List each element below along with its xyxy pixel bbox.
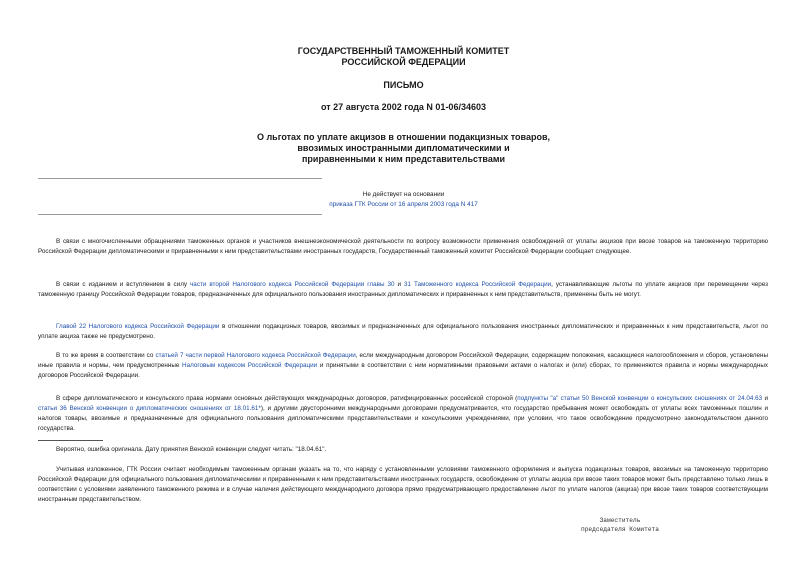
link-chapter-30[interactable]: главы 30 <box>367 281 395 288</box>
org-name-line1: ГОСУДАРСТВЕННЫЙ ТАМОЖЕННЫЙ КОМИТЕТ <box>297 46 510 56</box>
doc-date: от 27 августа 2002 года N 01-06/34603 <box>321 102 486 112</box>
doc-title-line2: ввозимых иностранными дипломатическими и <box>297 143 510 153</box>
link-article-7[interactable]: статьей 7 части первой Налогового кодекса Российской Федерации <box>155 352 356 359</box>
link-tax-code-part2[interactable]: части второй Налогового кодекса Российской Федерации <box>190 281 365 288</box>
signature-title-line1: Заместитель <box>599 517 641 524</box>
signature-title-line2: председателя Комитета <box>581 526 659 533</box>
footnote-divider <box>38 440 103 441</box>
divider-top <box>38 178 322 179</box>
link-customs-code[interactable]: 31 Таможенного кодекса Российской Федерации <box>404 281 552 288</box>
paragraph-1: В связи с многочисленными обращениями таможенных органов и участников внешнеэкономической деятельности по вопросу возможности применения освобождений от уплаты акцизов при ввозе товаров на таможенную территорию Российской Федерации дипломатическими и приравненными к ним представительствами иностранных государств, Государственный таможенный комитет Российской Федерации сообщает следующее. <box>38 238 768 255</box>
link-chapter-22[interactable]: Главой 22 Налогового кодекса Российской Федерации <box>56 323 220 330</box>
doc-type: ПИСЬМО <box>383 80 424 90</box>
link-tax-code[interactable]: Налоговым кодексом Российской Федерации <box>182 361 318 369</box>
doc-title-line1: О льготах по уплате акцизов в отношении подакцизных товаров, <box>256 132 551 142</box>
paragraph-5: В сфере дипломатического и консульского права нормами основных действующих международных договоров, ратифицированных российской стороной (подпункты "а" статьи 50 Венской конвенции о консульских сношениях от 24.04.63 и статьи 36 Венской конвенции о дипломатических сношениях от 18.01.61*), и другими двусторонними международными договорами предусматривается, что государство пребывания может освобождать от уплаты всех таможенных пошлин и налогов товары, ввозимые и предназначенные для официального пользования дипломатическими представительствами и консульскими учреждениями, при условии, что такое освобождение предусмотрено законодательством данного государства. <box>38 395 768 432</box>
footnote: Вероятно, ошибка оригинала. Дату принятия Венской конвенции следует читать: "18.04.61". <box>56 446 327 453</box>
link-vienna-diplomatic[interactable]: статьи 36 Венской конвенции о дипломатических сношениях от 18.01.61* <box>38 404 261 412</box>
paragraph-2: В связи с изданием и вступлением в силу части второй Налогового кодекса Российской Федерации главы 30 и 31 Таможенного кодекса Российской Федерации, устанавливающие льготы по уплате акцизов при перемещении через таможенную границу Российской Федерации товаров, предназначенных для официального пользования иностранных дипломатических и приравненных к ним представительств, применены быть не могут. <box>38 281 769 298</box>
status-note-link[interactable]: приказа ГТК России от 16 апреля 2003 года N 417 <box>329 201 478 208</box>
org-name-line2: РОССИЙСКОЙ ФЕДЕРАЦИИ <box>341 57 466 67</box>
status-note: Не действует на основании <box>362 191 445 198</box>
paragraph-6: Учитывая изложенное, ГТК России считает необходимым таможенным органам указать на то, что наряду с установленными условиями таможенного оформления и выпуска подакцизных товаров, ввозимых на таможенную территорию Российской Федерации для официального пользования дипломатическими и приравненными к ним представительствами иностранных государств, освобождение от уплаты акциза при ввозе таких товаров может быть представлено только лишь в соответствии с условиями заявленного таможенного режима и в случае наличия действующего международного договора прямо предусматривающего предоставление льгот по уплате налогов (акциза) при ввозе таких товаров соответствующим иностранным представительством. <box>38 466 768 503</box>
paragraph-4: В то же время в соответствии со статьей 7 части первой Налогового кодекса Российской Федерации, если международным договором Российской Федерации, содержащим положения, касающиеся налогообложения и сборов, установлены иные правила и нормы, чем предусмотренные Налоговым кодексом Российской Федерации и принятыми в соответствии с ним нормативными правовыми актами о налогах и (или) сборах, то применяются правила и нормы международных договоров Российской Федерации. <box>38 352 768 379</box>
link-vienna-consular[interactable]: подпункты "а" статьи 50 Венской конвенции о консульских сношениях от 24.04.63 <box>517 395 763 402</box>
divider-bottom <box>38 214 322 215</box>
doc-title-line3: приравненными к ним представительствами <box>301 154 506 164</box>
paragraph-3: Главой 22 Налогового кодекса Российской Федерации в отношении подакцизных товаров, ввозимых и предназначенных для официального пользования иностранных дипломатических и приравненных к ним представительств, льгот по уплате акциза также не предусмотрено. <box>38 323 768 340</box>
